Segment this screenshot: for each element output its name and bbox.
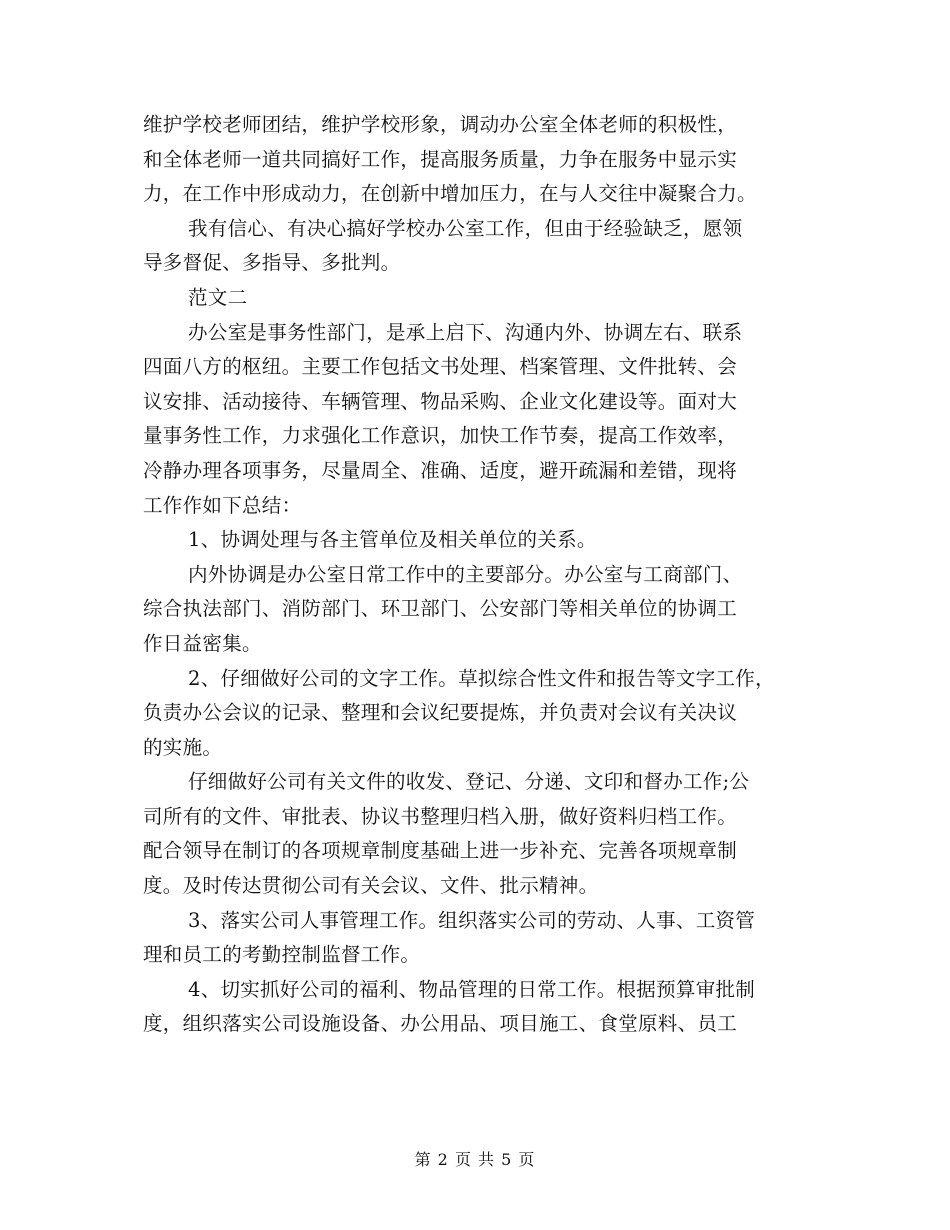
text-line: 司所有的文件、审批表、协议书整理归档入册，做好资料归档工作。	[143, 804, 738, 828]
text-line: 2、仔细做好公司的文字工作。草拟综合性文件和报告等文字工作，	[188, 666, 775, 690]
text-line: 议安排、活动接待、车辆管理、物品采购、企业文化建设等。面对大	[143, 389, 738, 413]
text-line: 3、落实公司人事管理工作。组织落实公司的劳动、人事、工资管	[188, 908, 756, 932]
text-line: 力，在工作中形成动力，在创新中增加压力，在与人交往中凝聚合力。	[143, 182, 757, 206]
text-line: 综合执法部门、消防部门、环卫部门、公安部门等相关单位的协调工	[143, 597, 738, 621]
text-line: 度，组织落实公司设施设备、办公用品、项目施工、食堂原料、员工	[143, 1012, 738, 1036]
text-line: 我有信心、有决心搞好学校办公室工作，但由于经验缺乏，愿领	[188, 216, 743, 240]
text-line: 办公室是事务性部门，是承上启下、沟通内外、协调左右、联系	[188, 320, 743, 344]
text-line: 1、协调处理与各主管单位及相关单位的关系。	[188, 528, 597, 552]
text-line: 冷静办理各项事务，尽量周全、准确、适度，避开疏漏和差错，现将	[143, 458, 738, 482]
text-line: 内外协调是办公室日常工作中的主要部分。办公室与工商部门、	[188, 562, 743, 586]
text-line: 工作作如下总结：	[143, 493, 302, 517]
text-line: 负责办公会议的记录、整理和会议纪要提炼，并负责对会议有关决议	[143, 701, 738, 725]
text-line: 4、切实抓好公司的福利、物品管理的日常工作。根据预算审批制	[188, 977, 756, 1001]
text-line: 作日益密集。	[143, 631, 262, 655]
text-line: 仔细做好公司有关文件的收发、登记、分递、文印和督办工作;公	[188, 770, 750, 794]
text-line: 理和员工的考勤控制监督工作。	[143, 943, 421, 967]
text-line: 四面八方的枢纽。主要工作包括文书处理、档案管理、文件批转、会	[143, 355, 738, 379]
text-line: 导多督促、多指导、多批判。	[143, 251, 401, 275]
text-line: 维护学校老师团结，维护学校形象，调动办公室全体老师的积极性，	[143, 113, 738, 136]
text-line: 范文二	[188, 285, 248, 309]
text-line: 量事务性工作，力求强化工作意识，加快工作节奏，提高工作效率，	[143, 424, 738, 448]
page-footer: 第 2 页 共 5 页	[414, 1150, 536, 1169]
document-body	[143, 108, 813, 1042]
text-line: 的实施。	[143, 735, 223, 759]
text-line: 配合领导在制订的各项规章制度基础上进一步补充、完善各项规章制	[143, 839, 738, 863]
text-line: 度。及时传达贯彻公司有关会议、文件、批示精神。	[143, 874, 599, 898]
text-line: 和全体老师一道共同搞好工作，提高服务质量，力争在服务中显示实	[143, 147, 738, 171]
